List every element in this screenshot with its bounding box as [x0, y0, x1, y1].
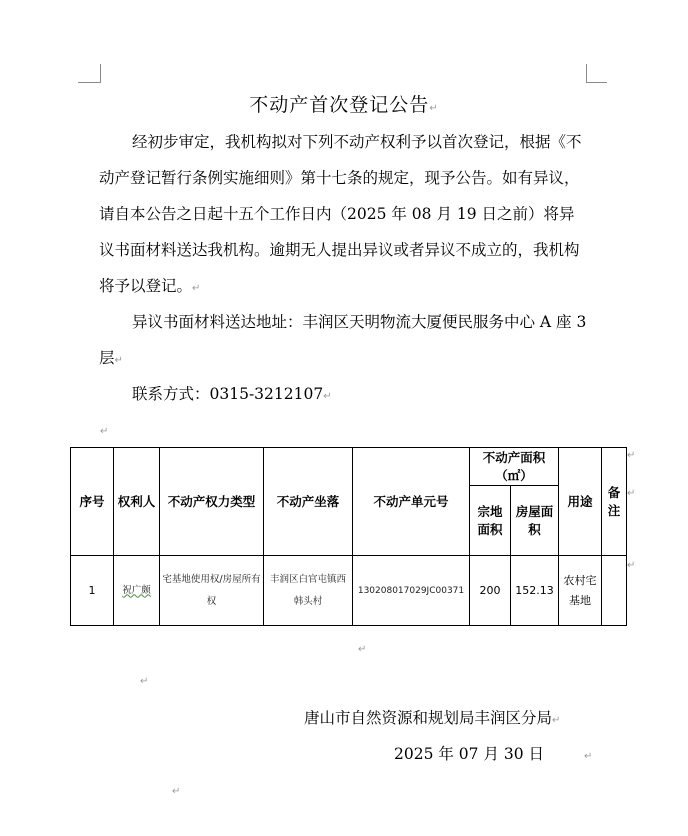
- header-unit-no: 不动产单元号: [353, 448, 470, 556]
- notice-date: 2025 年 07 月 30 日 ↵: [394, 745, 593, 763]
- address-paragraph: 异议书面材料送达地址：丰润区天明物流大厦便民服务中心 A 座 3 层↵: [99, 313, 587, 367]
- cell-right-type: 宅基地使用权/房屋所有权: [160, 556, 264, 626]
- page-title: 不动产首次登记公告↵: [249, 94, 439, 116]
- crop-mark-top-right: [586, 64, 607, 83]
- cell-location: 丰润区白官屯镇西韩头村: [264, 556, 353, 626]
- header-remark: 备注: [602, 448, 627, 556]
- registration-table: [70, 447, 627, 626]
- cell-holder: 祝广颇: [114, 556, 160, 626]
- header-area: 不动产面积（㎡）: [470, 448, 559, 486]
- cell-house-area: 152.13: [511, 556, 559, 626]
- header-seq: 序号: [71, 448, 114, 556]
- empty-paragraph-mark: ↵: [172, 786, 181, 797]
- issuing-organization: 唐山市自然资源和规划局丰润区分局↵: [304, 709, 561, 727]
- header-right-type: 不动产权力类型: [160, 448, 264, 556]
- header-holder: 权利人: [114, 448, 160, 556]
- cell-seq: 1: [71, 556, 114, 626]
- row-end-mark: ↵: [627, 450, 636, 461]
- table-row: [71, 556, 627, 626]
- contact-paragraph: 联系方式：0315-3212107↵: [132, 385, 332, 403]
- header-usage: 用途: [559, 448, 602, 556]
- notice-paragraph: 经初步审定，我机构拟对下列不动产权利予以首次登记，根据《不动产登记暂行条例实施细则》第十七条的规定，现予公告。如有异议，请自本公告之日起十五个工作日内（2025 年 08 月 19 日之前）将异议书面材料送达我机构。逾期无人提出异议或者异议不成立的，我机构将予以登记。↵: [99, 133, 582, 295]
- empty-paragraph-mark: ↵: [100, 426, 109, 437]
- header-location: 不动产坐落: [264, 448, 353, 556]
- crop-mark-top-left: [78, 64, 101, 83]
- empty-paragraph-mark: ↵: [358, 644, 367, 655]
- header-house-area: 房屋面积: [511, 486, 559, 556]
- cell-unit-no: 130208017029JC00371: [353, 556, 470, 626]
- cell-usage: 农村宅基地: [559, 556, 602, 626]
- row-end-mark: ↵: [627, 560, 636, 571]
- cell-remark: [602, 556, 627, 626]
- cell-land-area: 200: [470, 556, 511, 626]
- row-end-mark: ↵: [627, 488, 636, 499]
- empty-paragraph-mark: ↵: [140, 676, 149, 687]
- header-land-area: 宗地面积: [470, 486, 511, 556]
